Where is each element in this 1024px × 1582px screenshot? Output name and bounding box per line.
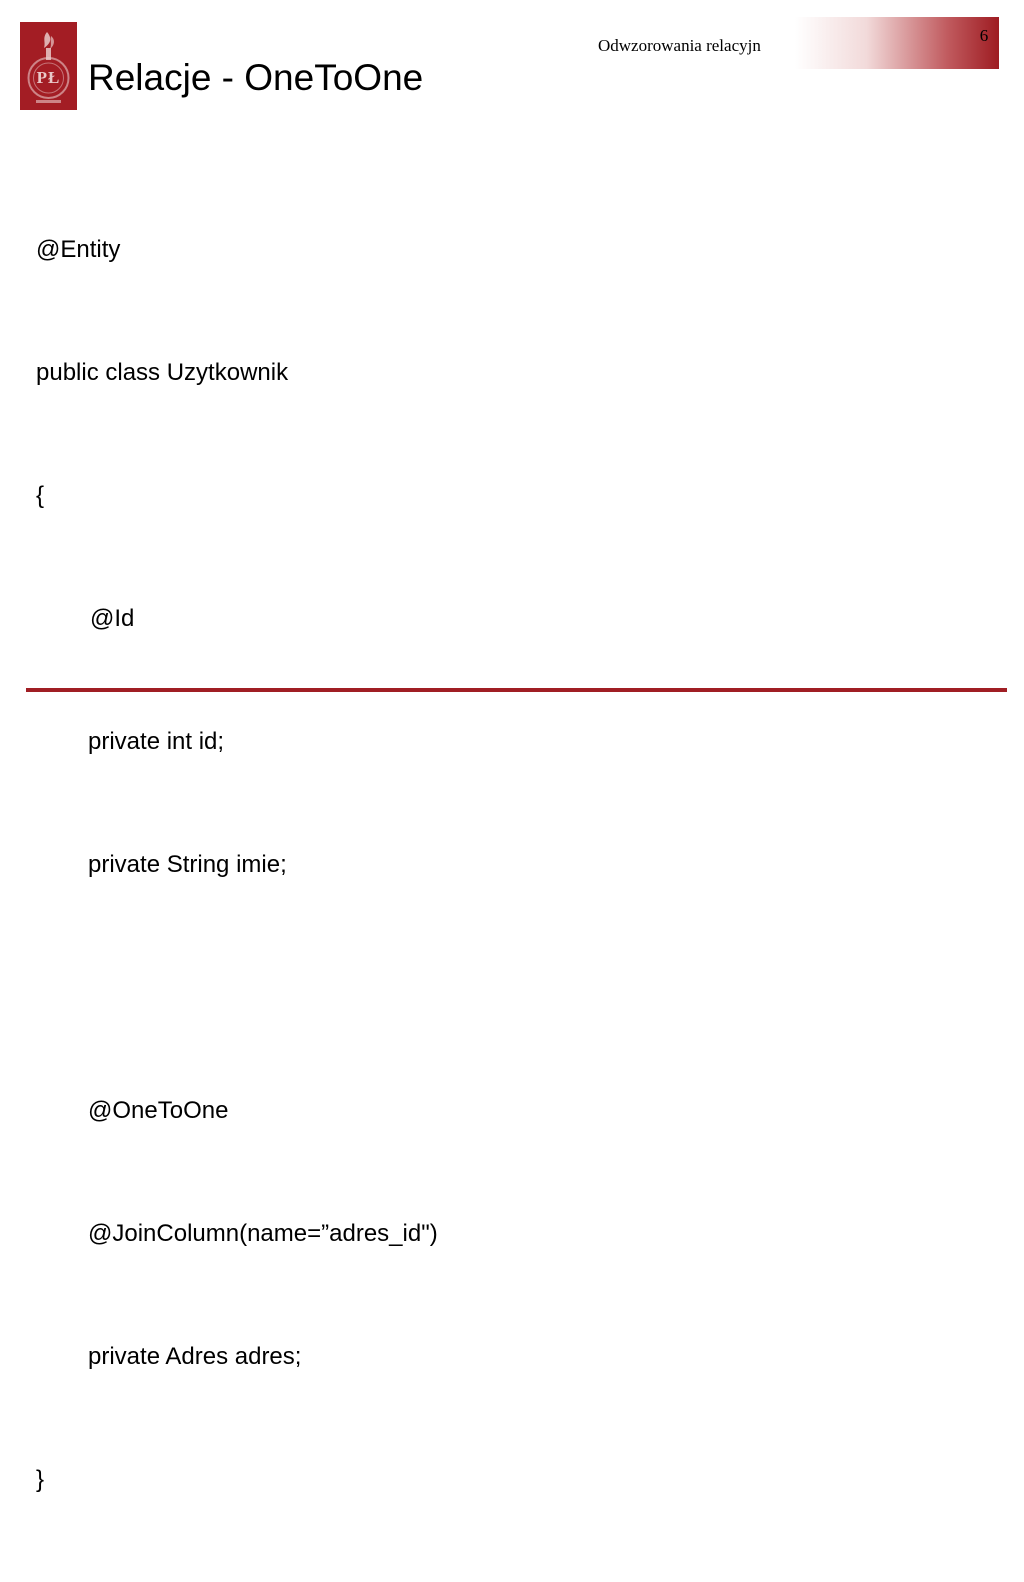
code-line: private int id; [88, 728, 225, 755]
code-line: @JoinColumn(name=”adres_id") [88, 1220, 438, 1247]
logo-emblem-icon [20, 22, 77, 110]
university-logo [20, 22, 77, 110]
code-line: @Entity [36, 236, 121, 263]
code-line: @Id [90, 605, 135, 632]
running-title: Odwzorowania relacyjn [598, 36, 761, 55]
code-line: @OneToOne [88, 1097, 229, 1124]
header-gradient-band [795, 17, 999, 69]
code-line: public class Uzytkownik [36, 359, 289, 386]
code-line: private Adres adres; [88, 1343, 302, 1370]
code-block [36, 147, 438, 1582]
code-line: { [36, 482, 45, 509]
code-line: } [36, 1466, 45, 1493]
code-line-blank [36, 967, 438, 1008]
code-line: private String imie; [88, 851, 287, 878]
slide-title: Relacje - OneToOne [88, 57, 424, 98]
page-number: 6 [979, 26, 989, 45]
logo-text: PŁ [36, 68, 61, 87]
footer-divider [26, 688, 1007, 692]
